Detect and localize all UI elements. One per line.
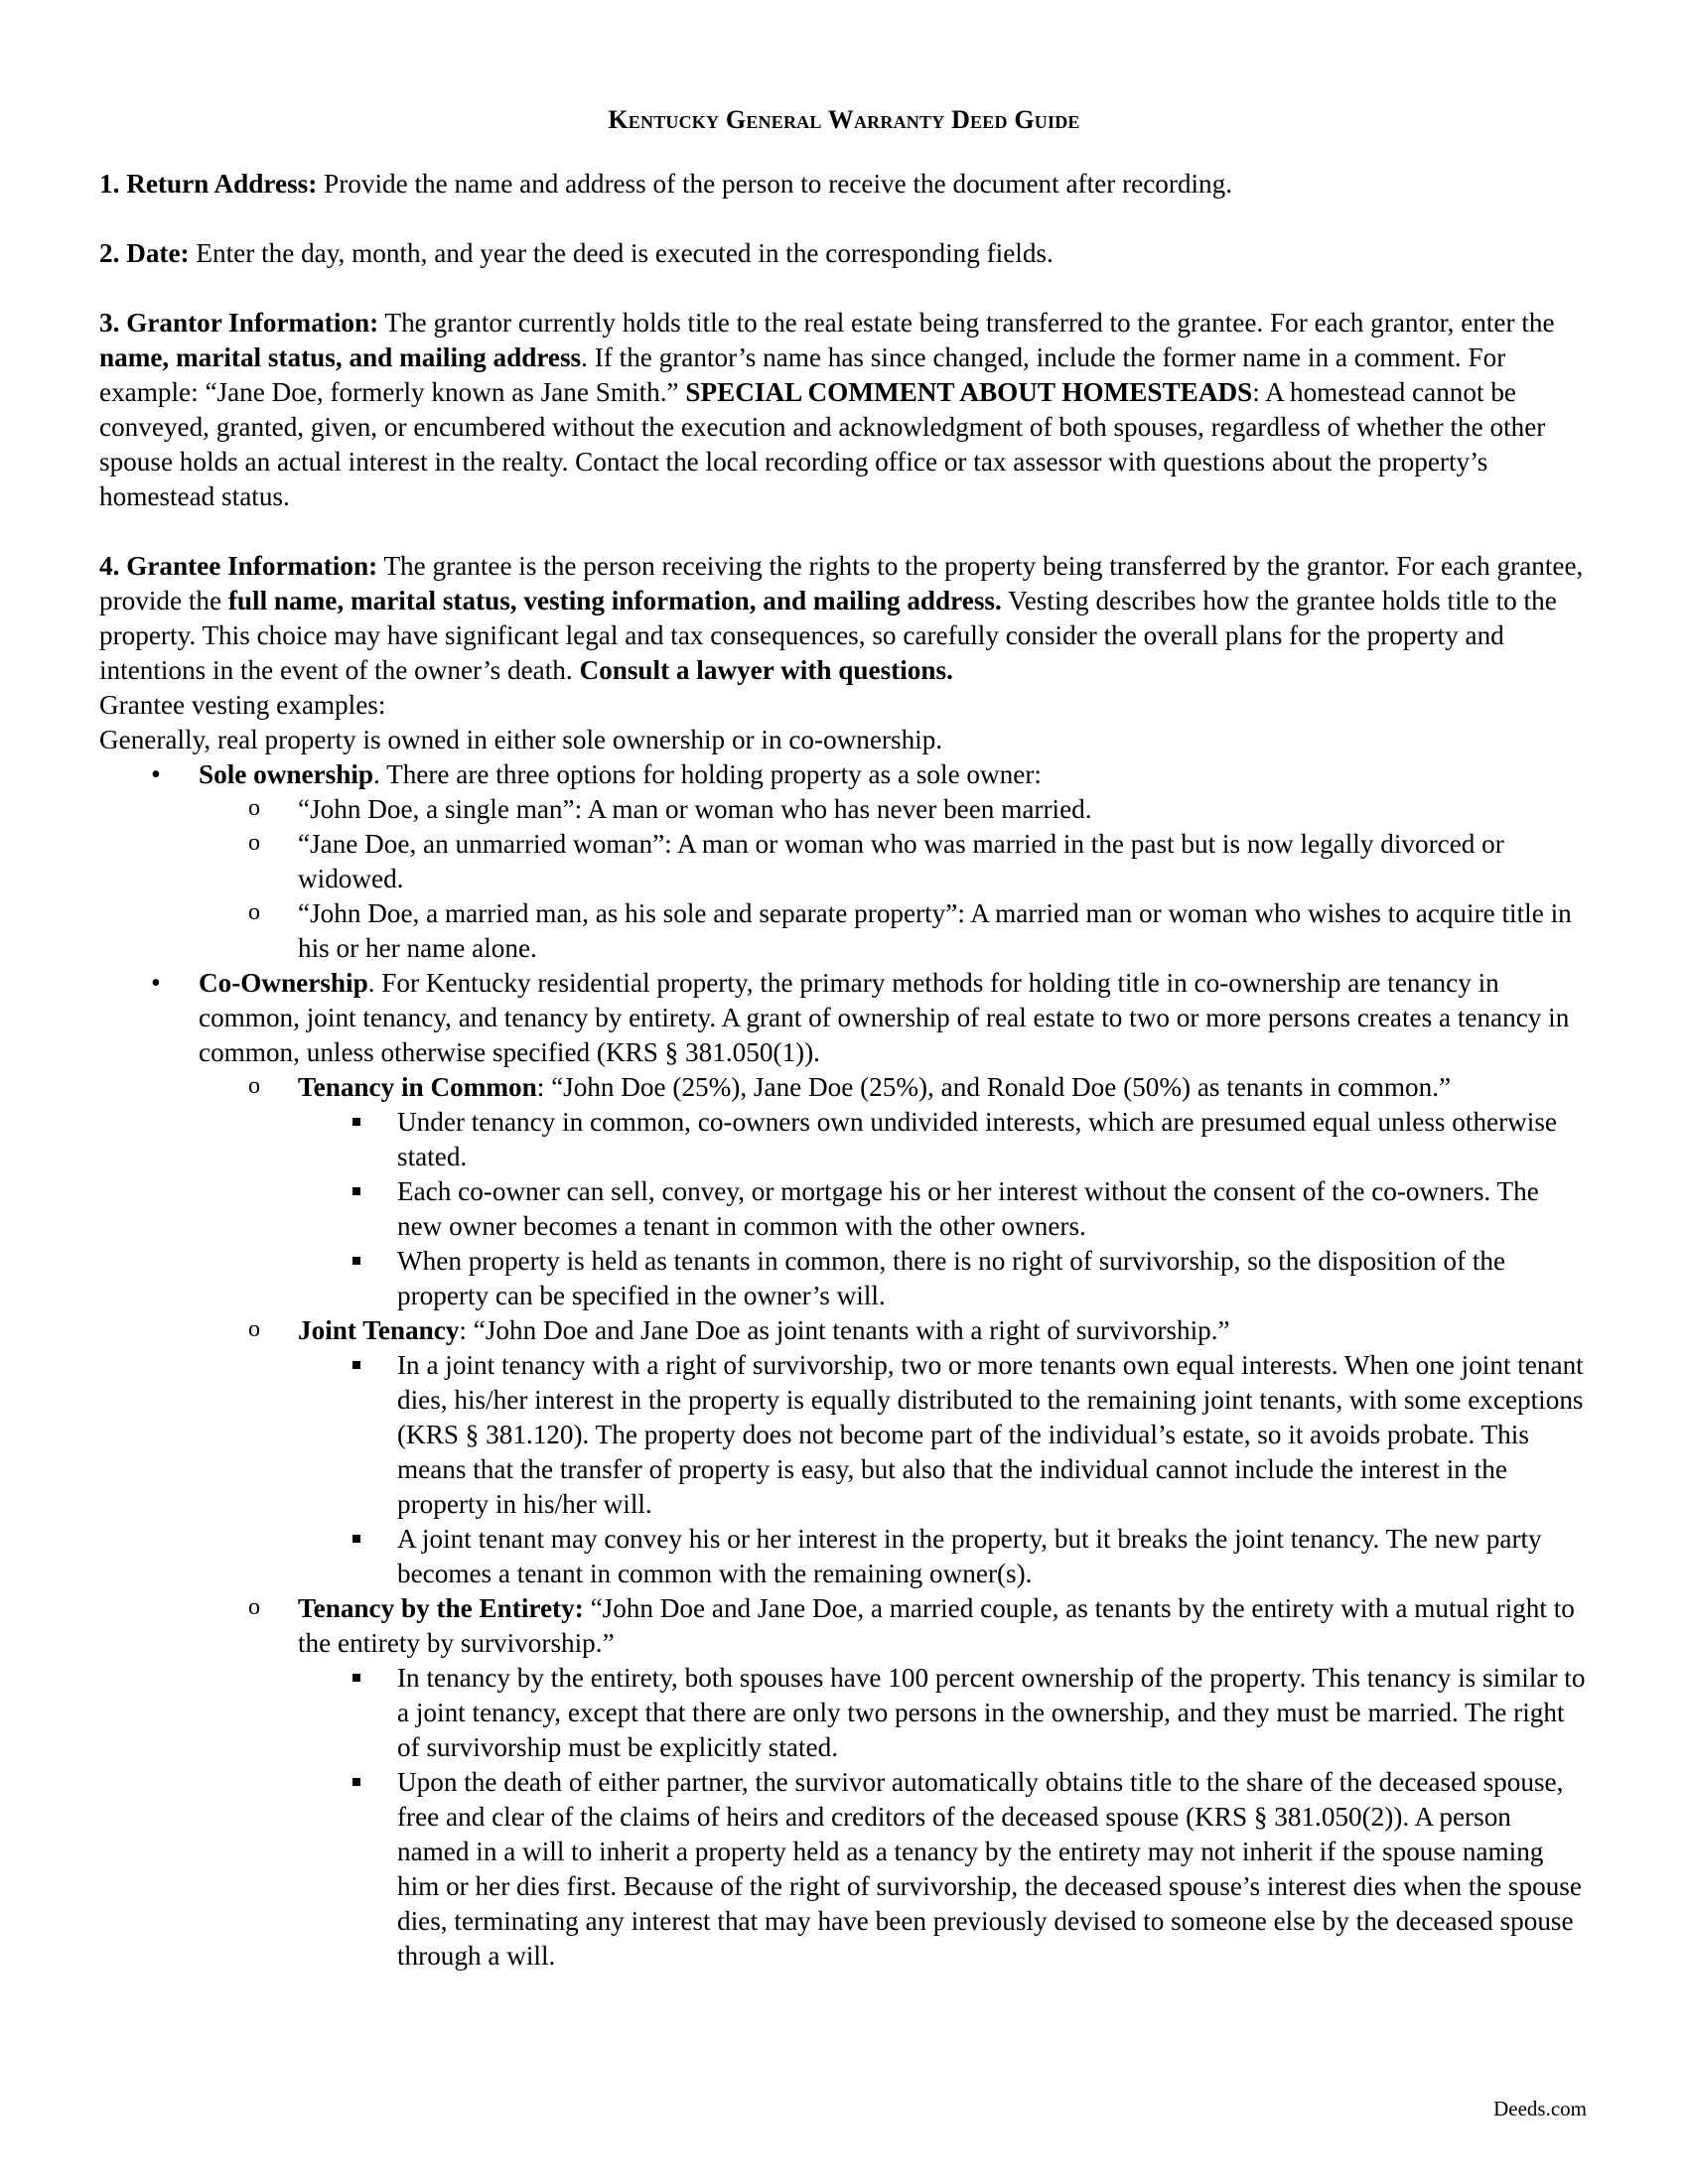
list-item: Each co-owner can sell, convey, or mortgage his or her interest without the consent of the co-owners. The new owner becomes a tenant in common with the other owners.	[99, 1174, 1589, 1244]
list-item-joint-tenancy: o Joint Tenancy: “John Doe and Jane Doe as joint tenants with a right of survivorship.”	[99, 1313, 1589, 1348]
list-item: In tenancy by the entirety, both spouses have 100 percent ownership of the property. This tenancy is similar to a joint tenancy, except that there are only two persons in the ownership, and they must be married. The right of survivorship must be explicitly stated.	[99, 1661, 1589, 1765]
list-item: o “John Doe, a married man, as his sole and separate property”: A married man or woman who wishes to acquire title in his or her name alone.	[99, 896, 1589, 966]
section-label: 1. Return Address:	[99, 169, 318, 199]
section-return-address: 1. Return Address: Provide the name and address of the person to receive the document after recording.	[99, 169, 1233, 199]
section-grantor-information: 3. Grantor Information: The grantor currently holds title to the real estate being transferred to the grantee. For each grantor, enter the name, marital status, and mailing address. If the grantor’s name has since changed, include the former name in a comment. For example: “Jane Doe, formerly known as Jane Smith.” SPECIAL COMMENT ABOUT HOMESTEADS: A homestead cannot be conveyed, granted, given, or encumbered without the execution and acknowledgment of both spouses, regardless of whether the other spouse holds an actual interest in the realty. Contact the local recording office or tax assessor with questions about the property’s homestead status.	[99, 308, 1555, 511]
document-body	[99, 167, 1589, 1974]
list-item-sole-ownership: • Sole ownership. There are three options for holding property as a sole owner:	[99, 757, 1589, 792]
list-item-co-ownership: • Co-Ownership. For Kentucky residential property, the primary methods for holding title in co-ownership are tenancy in common, joint tenancy, and tenancy by entirety. A grant of ownership of real estate to two or more persons creates a tenancy in common, unless otherwise specified (KRS § 381.050(1)).	[99, 966, 1589, 1070]
list-item: o “Jane Doe, an unmarried woman”: A man or woman who was married in the past but is now legally divorced or widowed.	[99, 827, 1589, 896]
section-label: 3. Grantor Information:	[99, 308, 379, 338]
list-item: Upon the death of either partner, the survivor automatically obtains title to the share of the deceased spouse, free and clear of the claims of heirs and creditors of the deceased spouse (KRS § 381.050(2)). A person named in a will to inherit a property held as a tenancy by the entirety may not inherit if the spouse naming him or her dies first. Because of the right of survivorship, the deceased spouse’s interest dies when the spouse dies, terminating any interest that may have been previously devised to someone else by the deceased spouse through a will.	[99, 1765, 1589, 1974]
section-label: 4. Grantee Information:	[99, 551, 378, 581]
list-item-tenancy-in-common: o Tenancy in Common: “John Doe (25%), Jane Doe (25%), and Ronald Doe (50%) as tenants in common.”	[99, 1070, 1589, 1105]
list-item: Under tenancy in common, co-owners own undivided interests, which are presumed equal unless otherwise stated.	[99, 1105, 1589, 1174]
list-item: In a joint tenancy with a right of survivorship, two or more tenants own equal interests. When one joint tenant dies, his/her interest in the property is equally distributed to the remaining joint tenants, with some exceptions (KRS § 381.120). The property does not become part of the individual’s estate, so it avoids probate. This means that the transfer of property is easy, but also that the individual cannot include the interest in the property in his/her will.	[99, 1348, 1589, 1522]
vesting-general-text: Generally, real property is owned in either sole ownership or in co-ownership.	[99, 725, 943, 754]
section-grantee-information: 4. Grantee Information: The grantee is the person receiving the rights to the property being transferred by the grantor. For each grantee, provide the full name, marital status, vesting information, and mailing address. Vesting describes how the grantee holds title to the property. This choice may have significant legal and tax consequences, so carefully consider the overall plans for the property and intentions in the event of the owner’s death. Consult a lawyer with questions.	[99, 551, 1584, 685]
section-label: 2. Date:	[99, 238, 190, 268]
footer-brand: Deeds.com	[1493, 2097, 1587, 2120]
vesting-examples-heading: Grantee vesting examples:	[99, 690, 386, 720]
page-title: Kentucky General Warranty Deed Guide	[608, 105, 1080, 134]
section-date: 2. Date: Enter the day, month, and year the deed is executed in the corresponding fields.	[99, 238, 1054, 268]
list-item: o “John Doe, a single man”: A man or woman who has never been married.	[99, 792, 1589, 827]
list-item-tenancy-by-entirety: o Tenancy by the Entirety: “John Doe and Jane Doe, a married couple, as tenants by the entirety with a mutual right to the entirety by survivorship.”	[99, 1591, 1589, 1661]
list-item: When property is held as tenants in common, there is no right of survivorship, so the disposition of the property can be specified in the owner’s will.	[99, 1244, 1589, 1313]
list-item: A joint tenant may convey his or her interest in the property, but it breaks the joint tenancy. The new party becomes a tenant in common with the remaining owner(s).	[99, 1522, 1589, 1591]
